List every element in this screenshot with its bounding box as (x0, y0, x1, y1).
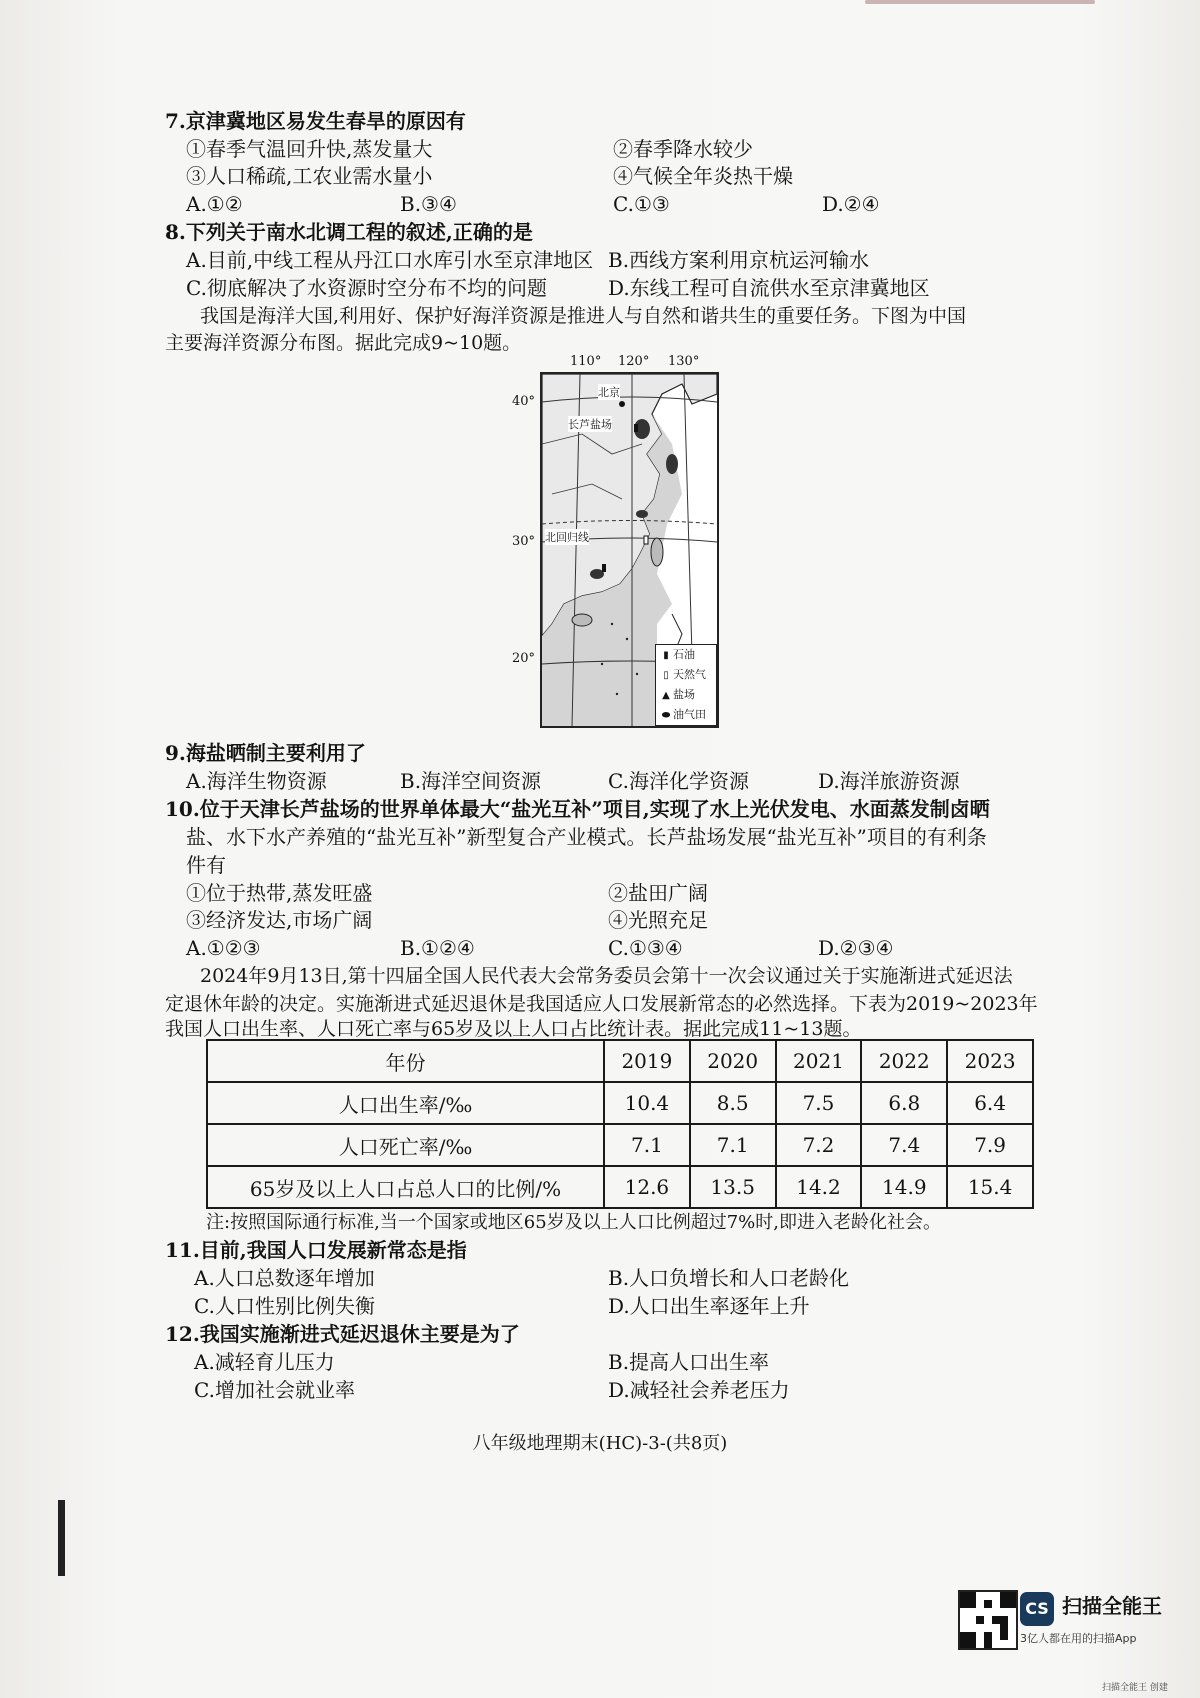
q12-stem: 12.我国实施渐进式延迟退休主要是为了 (165, 1322, 520, 1346)
q10-stem-line1: 10.位于天津长芦盐场的世界单体最大“盐光互补”项目,实现了水上光伏发电、水面蒸发制卤晒 (165, 797, 990, 821)
q12-option-c: C.增加社会就业率 (194, 1378, 355, 1402)
page-footer: 八年级地理期末(HC)-3-(共8页) (472, 1433, 728, 1454)
table-header-cell: 年份 (207, 1040, 604, 1082)
oil-gas-field-yellowsea (666, 454, 678, 474)
q10-stem-line3: 件有 (186, 853, 226, 877)
q8-option-b: B.西线方案利用京杭运河输水 (608, 248, 870, 272)
table-cell: 10.4 (604, 1082, 690, 1124)
oil-legend-icon: ▮ (663, 650, 669, 661)
table-header-row (207, 1040, 1033, 1082)
table-cell: 7.9 (947, 1124, 1033, 1166)
table-cell: 14.2 (776, 1166, 862, 1208)
table-header-cell: 2022 (861, 1040, 947, 1082)
q10-option-d: D.②③④ (818, 936, 894, 960)
q11-stem: 11.目前,我国人口发展新常态是指 (165, 1238, 467, 1262)
lon-120-label: 120° (618, 354, 650, 369)
oil-gas-field-eastsea (636, 510, 648, 518)
q8-option-c: C.彻底解决了水资源时空分布不均的问题 (186, 276, 547, 300)
table-header-cell: 2020 (690, 1040, 776, 1082)
table-cell: 人口死亡率/‰ (207, 1124, 604, 1166)
table-row (207, 1124, 1033, 1166)
camscanner-logo-icon: CS (1020, 1592, 1054, 1626)
q10-statement-4: ④光照充足 (608, 908, 708, 932)
table-header-cell: 2023 (947, 1040, 1033, 1082)
map-legend (655, 644, 717, 726)
reef-dot (626, 638, 628, 640)
q11-option-b: B.人口负增长和人口老龄化 (608, 1266, 850, 1290)
q7-statement-3: ③人口稀疏,工农业需水量小 (186, 164, 433, 188)
q10-option-c: C.①③④ (608, 936, 683, 960)
q12-option-a: A.减轻育儿压力 (194, 1350, 335, 1374)
table-cell: 6.4 (947, 1082, 1033, 1124)
reef-dot (636, 673, 638, 675)
legend-oil: ▮ 石油 (659, 645, 716, 665)
lat-40-label: 40° (512, 394, 536, 409)
scan-edge-mark (58, 1500, 65, 1576)
q11-option-d: D.人口出生率逐年上升 (608, 1294, 810, 1318)
hainan-island (572, 614, 592, 626)
q10-stem-line2: 盐、水下水产养殖的“盐光互补”新型复合产业模式。长芦盐场发展“盐光互补”项目的有利条 (186, 825, 987, 849)
q9-option-c: C.海洋化学资源 (608, 769, 749, 793)
q7-option-c: C.①③ (613, 192, 670, 216)
tropic-of-cancer-label: 北回归线 (545, 531, 589, 544)
lat-20-label: 20° (512, 651, 536, 666)
reef-dot (616, 693, 618, 695)
intro2-line3: 我国人口出生率、人口死亡率与65岁及以上人口占比统计表。据此完成11~13题。 (165, 1018, 862, 1040)
q11-option-a: A.人口总数逐年增加 (194, 1266, 375, 1290)
reef-dot (611, 623, 613, 625)
gas-symbol (644, 536, 648, 544)
q12-option-b: B.提高人口出生率 (608, 1350, 770, 1374)
table-header-cell: 2021 (776, 1040, 862, 1082)
q7-statement-2: ②春季降水较少 (613, 137, 753, 161)
lon-110-label: 110° (570, 354, 602, 369)
oil-symbol (602, 564, 606, 572)
q8-stem: 8.下列关于南水北调工程的叙述,正确的是 (165, 220, 533, 244)
q9-option-b: B.海洋空间资源 (400, 769, 542, 793)
salt-legend-icon: ▲ (662, 690, 670, 701)
table-header-cell: 2019 (604, 1040, 690, 1082)
legend-field: ⬬ 油气田 (659, 705, 716, 725)
q7-option-b: B.③④ (400, 192, 457, 216)
q9-stem: 9.海盐晒制主要利用了 (165, 741, 366, 765)
legend-gas: ▯ 天然气 (659, 665, 716, 685)
taiwan-island (651, 538, 663, 566)
table-row (207, 1166, 1033, 1208)
table-cell: 人口出生率/‰ (207, 1082, 604, 1124)
table-cell: 7.1 (604, 1124, 690, 1166)
intro2-line1: 2024年9月13日,第十四届全国人民代表大会常务委员会第十一次会议通过关于实施渐进式延迟法 (200, 965, 1013, 987)
intro2-line2: 定退休年龄的决定。实施渐进式延迟退休是我国适应人口发展新常态的必然选择。下表为2019~2023年 (165, 993, 1038, 1015)
table-cell: 14.9 (861, 1166, 947, 1208)
q10-statement-1: ①位于热带,蒸发旺盛 (186, 881, 373, 905)
table-cell: 65岁及以上人口占总人口的比例/% (207, 1166, 604, 1208)
lat-30-label: 30° (512, 534, 536, 549)
legend-salt: ▲ 盐场 (659, 685, 716, 705)
q7-statement-4: ④气候全年炎热干燥 (613, 164, 793, 188)
intro1-line1: 我国是海洋大国,利用好、保护好海洋资源是推进人与自然和谐共生的重要任务。下图为中国 (200, 305, 967, 327)
table-cell: 7.1 (690, 1124, 776, 1166)
q8-option-d: D.东线工程可自流供水至京津冀地区 (608, 276, 930, 300)
table-cell: 12.6 (604, 1166, 690, 1208)
table-cell: 7.5 (776, 1082, 862, 1124)
q7-stem: 7.京津冀地区易发生春旱的原因有 (165, 109, 466, 133)
intro1-line2: 主要海洋资源分布图。据此完成9~10题。 (165, 332, 522, 354)
table-cell: 7.4 (861, 1124, 947, 1166)
q9-option-a: A.海洋生物资源 (186, 769, 327, 793)
q9-option-d: D.海洋旅游资源 (818, 769, 960, 793)
q12-option-d: D.减轻社会养老压力 (608, 1378, 790, 1402)
q10-option-a: A.①②③ (186, 936, 261, 960)
table-cell: 13.5 (690, 1166, 776, 1208)
top-edge-mark (865, 0, 1095, 4)
table-row (207, 1082, 1033, 1124)
oil-symbol (634, 424, 638, 432)
table-note: 注:按照国际通行标准,当一个国家或地区65岁及以上人口比例超过7%时,即进入老龄化社会。 (206, 1212, 941, 1233)
map-frame (540, 372, 719, 728)
beijing-marker (619, 401, 625, 407)
lon-130-label: 130° (668, 354, 700, 369)
table-cell: 6.8 (861, 1082, 947, 1124)
oil-gas-field-pearl (590, 569, 604, 579)
camscanner-tagline: 3亿人都在用的扫描App (1020, 1632, 1137, 1645)
reef-dot (601, 663, 603, 665)
q8-option-a: A.目前,中线工程从丹江口水库引水至京津地区 (186, 248, 594, 272)
field-legend-icon: ⬬ (661, 710, 671, 721)
q7-option-d: D.②④ (822, 192, 880, 216)
beijing-label: 北京 (598, 386, 620, 399)
ocean-resources-map (512, 354, 740, 724)
qr-code-icon (958, 1590, 1018, 1650)
q10-statement-2: ②盐田广阔 (608, 881, 708, 905)
q10-statement-3: ③经济发达,市场广阔 (186, 908, 373, 932)
q7-statement-1: ①春季气温回升快,蒸发量大 (186, 137, 433, 161)
gas-legend-icon: ▯ (663, 670, 669, 681)
table-cell: 7.2 (776, 1124, 862, 1166)
q7-option-a: A.①② (186, 192, 243, 216)
table-cell: 8.5 (690, 1082, 776, 1124)
changlu-saltworks-label: 长芦盐场 (568, 418, 612, 431)
population-stats-table (206, 1039, 1034, 1209)
camscanner-stamp: 扫描全能王 创建 (1102, 1683, 1168, 1693)
q10-option-b: B.①②④ (400, 936, 475, 960)
camscanner-name: 扫描全能王 (1062, 1594, 1162, 1618)
table-cell: 15.4 (947, 1166, 1033, 1208)
q11-option-c: C.人口性别比例失衡 (194, 1294, 375, 1318)
